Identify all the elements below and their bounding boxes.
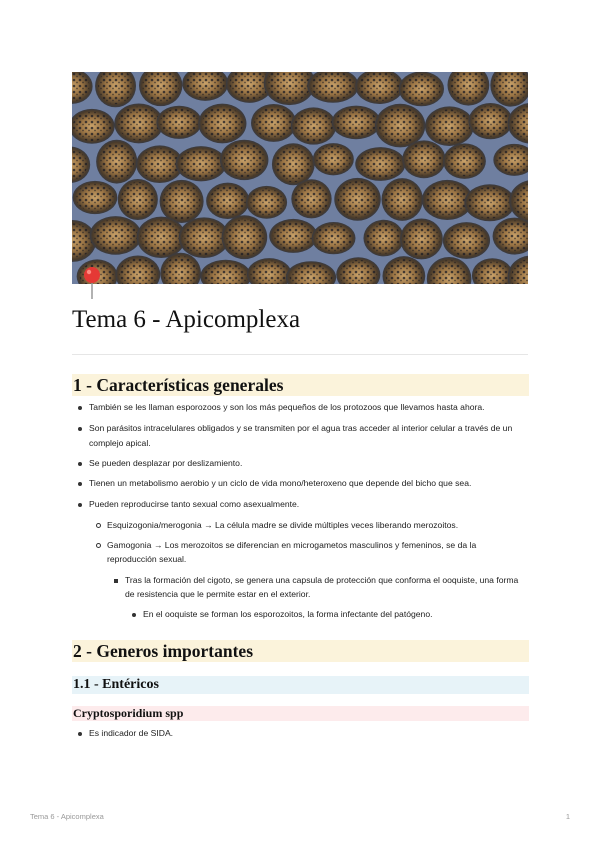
bullet-disc-icon (132, 613, 136, 617)
bullet-disc-icon (78, 732, 82, 736)
list-item: Se pueden desplazar por deslizamiento. (78, 456, 242, 471)
list-item: También se les llaman esporozoos y son los más pequeños de los protozoos que llevamos hasta ahora. (78, 400, 485, 415)
bullet-circle-icon (96, 523, 101, 528)
footer-page-number: 1 (565, 812, 570, 821)
subsection-heading-entericos: 1.1 - Entéricos (72, 676, 529, 694)
list-item: Pueden reproducirse tanto sexual como asexualmente. (78, 497, 299, 512)
title-divider (72, 354, 528, 355)
list-item-continuation: de resistencia que le permite estar en el exterior. (125, 589, 311, 599)
bullet-square-icon (114, 579, 118, 583)
page-title: Tema 6 - Apicomplexa (72, 306, 301, 333)
bullet-disc-icon (78, 503, 82, 507)
list-item: Es indicador de SIDA. (78, 726, 173, 741)
list-item-nested-2: Tras la formación del cigoto, se genera una capsula de protección que conforma el ooquiste, una forma (114, 573, 518, 588)
section-heading-generos: 2 - Generos importantes (72, 640, 529, 662)
footer-title: Tema 6 - Apicomplexa (30, 812, 104, 821)
bullet-disc-icon (78, 406, 82, 410)
list-item-continuation: complejo apical. (89, 438, 151, 448)
list-item-nested-3: En el ooquiste se forman los esporozoitos, la forma infectante del patógeno. (132, 607, 433, 622)
list-item-continuation: reproducción sexual. (107, 554, 187, 564)
section-heading-caracteristicas: 1 - Características generales (72, 374, 529, 396)
pushpin-icon (82, 266, 102, 300)
bullet-disc-icon (78, 482, 82, 486)
bullet-disc-icon (78, 427, 82, 431)
reptile-skin-pattern (72, 72, 528, 284)
list-item-nested: Gamogonia → Los merozoitos se diferencian en microgametos masculinos y femeninos, se da la (96, 538, 476, 553)
cover-image (72, 72, 528, 284)
subsubsection-heading-cryptosporidium: Cryptosporidium spp (72, 706, 529, 721)
list-item: Tienen un metabolismo aerobio y un ciclo de vida mono/heteroxeno que depende del bicho que sea. (78, 476, 471, 491)
list-item-nested: Esquizogonia/merogonia → La célula madre se divide múltiples veces liberando merozoitos. (96, 518, 458, 533)
list-item: Son parásitos intracelulares obligados y se transmiten por el agua tras acceder al interior celular a través de un (78, 421, 512, 436)
bullet-circle-icon (96, 543, 101, 548)
bullet-disc-icon (78, 462, 82, 466)
